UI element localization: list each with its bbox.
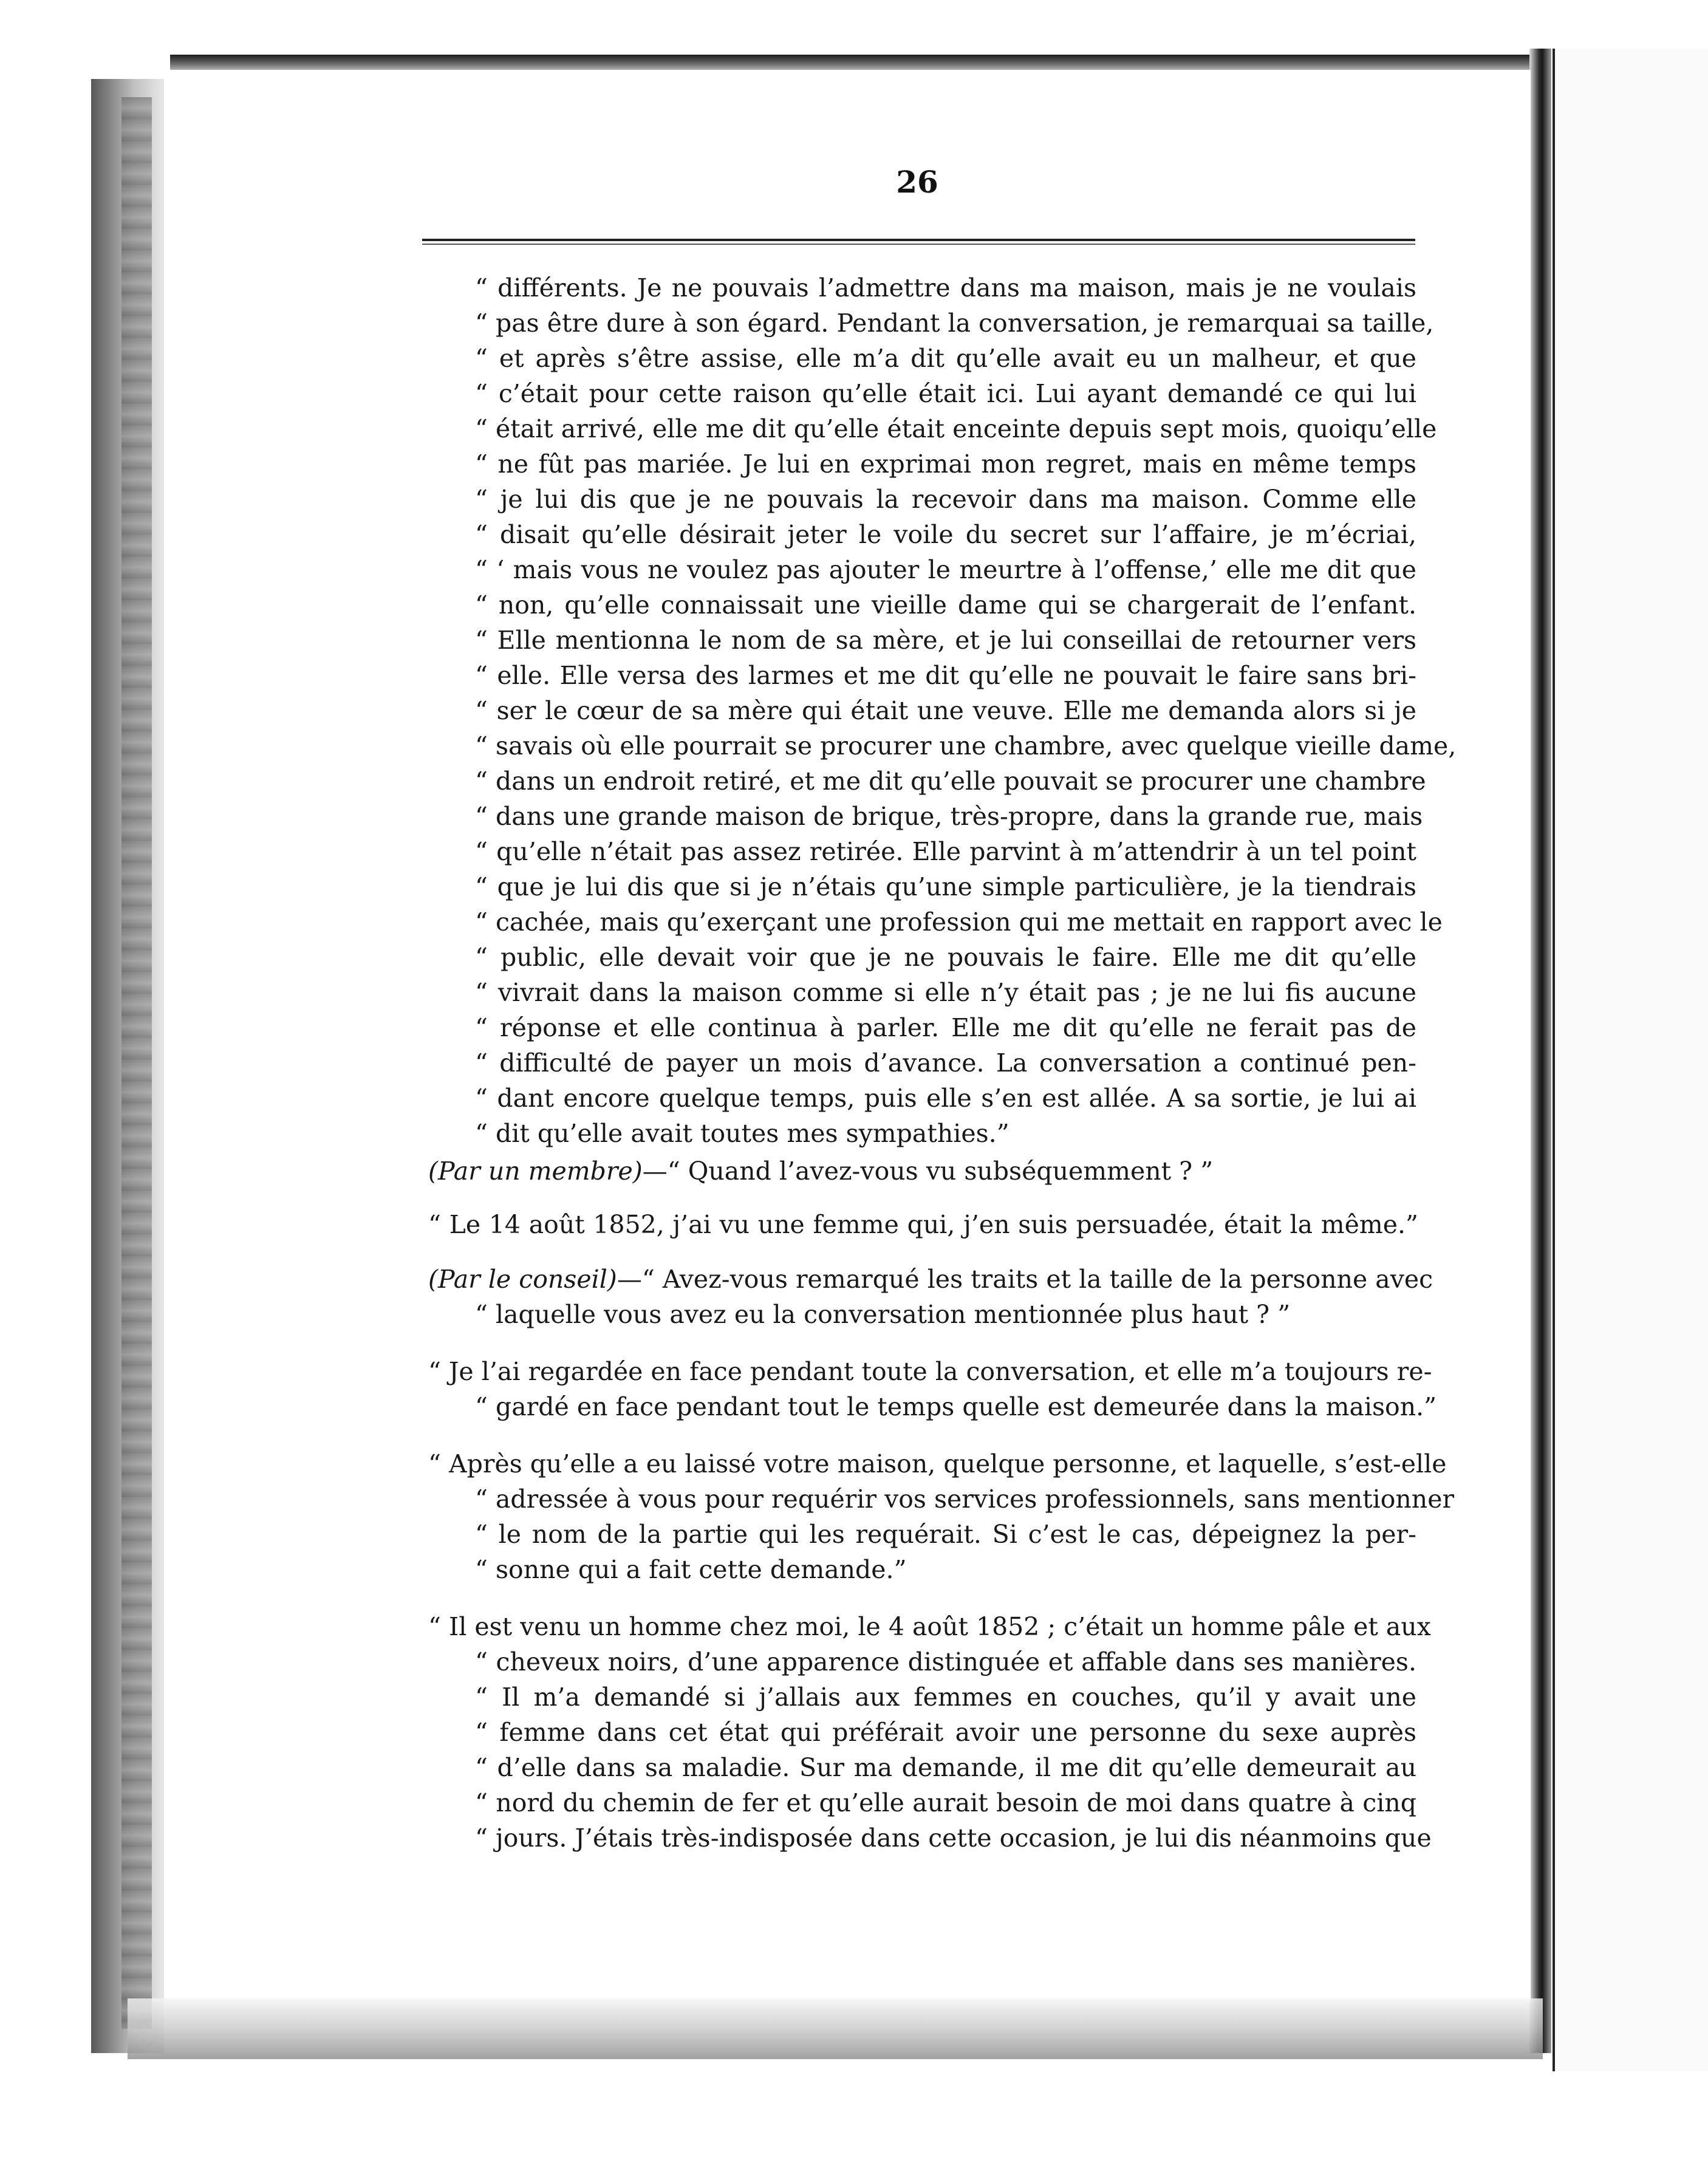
facing-page-edge (1553, 49, 1708, 2071)
answer-line: “ femme dans cet état qui préférait avoir une personne du sexe auprès (475, 1718, 1416, 1747)
question-line: “ adressée à vous pour requérir vos services professionnels, sans mentionner (475, 1485, 1455, 1514)
text-line: “ Elle mentionna le nom de sa mère, et je lui conseillai de retourner vers (475, 626, 1416, 655)
page-bottom-edge (128, 1998, 1543, 2059)
text-line: “ que je lui dis que si je n’étais qu’une simple particulière, je la tiendrais (475, 872, 1416, 901)
text-line: “ dit qu’elle avait toutes mes sympathies.” (475, 1119, 1009, 1148)
answer-line: “ cheveux noirs, d’une apparence distinguée et affable dans ses manières. (475, 1647, 1416, 1676)
text-line: “ différents. Je ne pouvais l’admettre dans ma maison, mais je ne voulais (475, 273, 1416, 302)
answer-line: “ jours. J’étais très-indisposée dans cette occasion, je lui dis néanmoins que (475, 1823, 1432, 1853)
text-line: “ elle. Elle versa des larmes et me dit qu’elle ne pouvait le faire sans bri- (475, 661, 1416, 690)
text-line: “ c’était pour cette raison qu’elle était ici. Lui ayant demandé ce qui lui (475, 379, 1416, 408)
answer-line: “ d’elle dans sa maladie. Sur ma demande, il me dit qu’elle demeurait au (475, 1753, 1416, 1782)
text-line: “ je lui dis que je ne pouvais la recevoir dans ma maison. Comme elle (475, 485, 1416, 514)
text-line: “ qu’elle n’était pas assez retirée. Elle parvint à m’attendrir à un tel point (475, 837, 1416, 866)
question-speaker: (Par un membre) (428, 1157, 643, 1186)
text-line: “ ne fût pas mariée. Je lui en exprimai mon regret, mais en même temps (475, 449, 1416, 479)
question-line (428, 1155, 1430, 1187)
question-line: “ laquelle vous avez eu la conversation mentionnée plus haut ? ” (475, 1300, 1291, 1329)
book-gutter (1529, 49, 1551, 2053)
text-line: “ réponse et elle continua à parler. Elle me dit qu’elle ne ferait pas de (475, 1013, 1416, 1042)
text-line: “ dans un endroit retiré, et me dit qu’elle pouvait se procurer une chambre (475, 767, 1426, 796)
question-text: —“ Avez-vous remarqué les traits et la taille de la personne avec (617, 1265, 1433, 1294)
question-line: “ sonne qui a fait cette demande.” (475, 1555, 907, 1584)
page-number: 26 (896, 164, 938, 200)
text-line: “ et après s’être assise, elle m’a dit qu’elle avait eu un malheur, et que (475, 344, 1416, 373)
page-left-edge-texture (121, 97, 152, 2029)
text-line: “ ser le cœur de sa mère qui était une veuve. Elle me demanda alors si je (475, 696, 1416, 725)
text-line: “ savais où elle pourrait se procurer une chambre, avec quelque vieille dame, (475, 731, 1457, 760)
text-line: “ vivrait dans la maison comme si elle n’y était pas ; je ne lui fis aucune (475, 978, 1416, 1007)
answer-line: “ Il m’a demandé si j’allais aux femmes en couches, qu’il y avait une (475, 1683, 1416, 1712)
answer-line: “ Le 14 août 1852, j’ai vu une femme qui, j’en suis persuadée, était la même.” (428, 1210, 1418, 1239)
question-line: “ le nom de la partie qui les requérait. Si c’est le cas, dépeignez la per- (475, 1520, 1416, 1549)
text-line: “ cachée, mais qu’exerçant une profession qui me mettait en rapport avec le (475, 907, 1443, 937)
text-line: “ dans une grande maison de brique, très-propre, dans la grande rue, mais (475, 802, 1423, 831)
question-line: “ Après qu’elle a eu laissé votre maison, quelque personne, et laquelle, s’est-elle (428, 1449, 1447, 1478)
text-line: “ difficulté de payer un mois d’avance. La conversation a continué pen- (475, 1048, 1416, 1078)
text-line: “ était arrivé, elle me dit qu’elle était enceinte depuis sept mois, quoiqu’elle (475, 414, 1437, 443)
question-speaker: (Par le conseil) (428, 1265, 617, 1294)
answer-line: “ nord du chemin de fer et qu’elle aurait besoin de moi dans quatre à cinq (475, 1788, 1416, 1817)
text-line: “ public, elle devait voir que je ne pouvais le faire. Elle me dit qu’elle (475, 943, 1416, 972)
question-text: —“ Quand l’avez-vous vu subséquemment ? ” (642, 1157, 1214, 1186)
text-line: “ disait qu’elle désirait jeter le voile du secret sur l’affaire, je m’écriai, (475, 520, 1416, 549)
question-line (428, 1263, 1433, 1295)
answer-line: “ Je l’ai regardée en face pendant toute la conversation, et elle m’a toujours re- (428, 1357, 1432, 1386)
text-line: “ dant encore quelque temps, puis elle s’en est allée. A sa sortie, je lui ai (475, 1084, 1416, 1113)
answer-line: “ Il est venu un homme chez moi, le 4 août 1852 ; c’était un homme pâle et aux (428, 1612, 1431, 1641)
text-line: “ non, qu’elle connaissait une vieille dame qui se chargerait de l’enfant. (475, 590, 1416, 620)
text-line: “ ‘ mais vous ne voulez pas ajouter le meurtre à l’offense,’ elle me dit que (475, 555, 1416, 584)
answer-line: “ gardé en face pendant tout le temps quelle est demeurée dans la maison.” (475, 1392, 1437, 1421)
text-line: “ pas être dure à son égard. Pendant la conversation, je remarquai sa taille, (475, 309, 1434, 338)
header-rule (422, 239, 1415, 245)
